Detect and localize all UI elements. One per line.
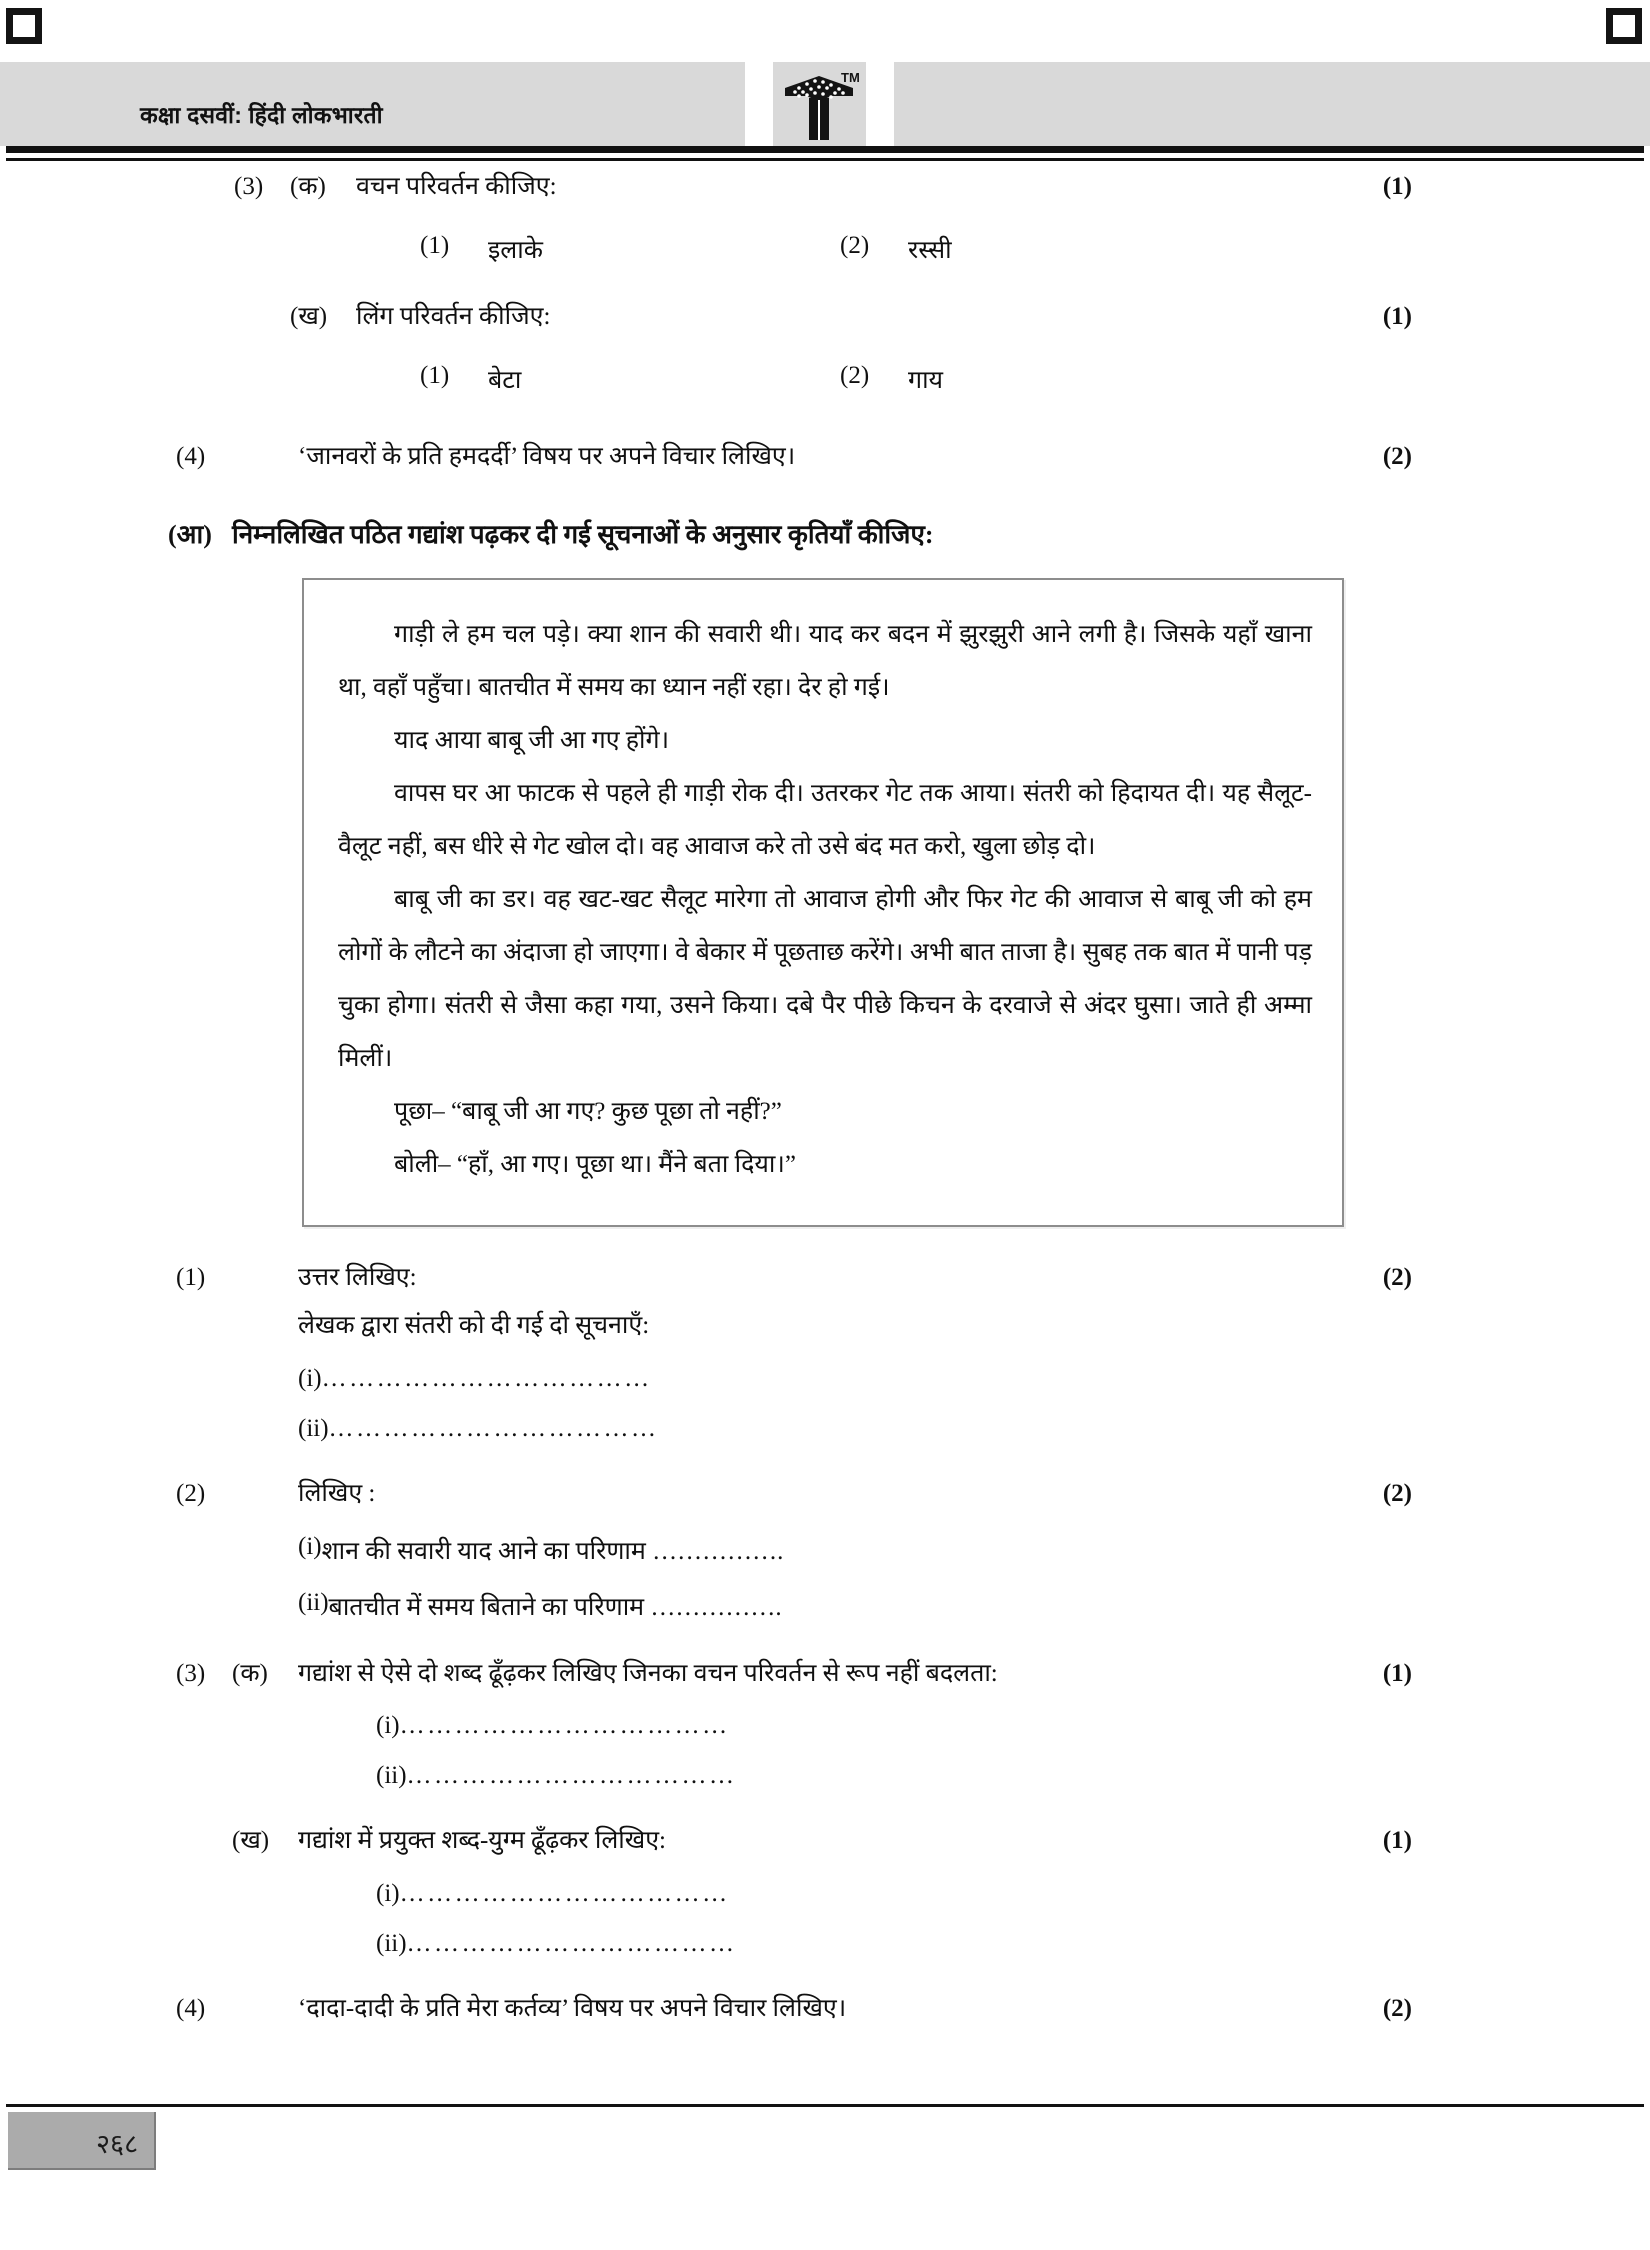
answer-line-number: (i) <box>298 1364 322 1392</box>
publisher-logo-icon <box>775 68 861 142</box>
question-3-kha-text: लिंग परिवर्तन कीजिए: <box>356 302 551 330</box>
crop-mark-top-right <box>1606 8 1642 44</box>
answer-line-number: (ii) <box>298 1414 329 1442</box>
subquestion-4-number: (4) <box>176 1995 206 2023</box>
subquestion-4 <box>0 1992 1650 2026</box>
subquestion-3-part-kha <box>0 1824 1650 1858</box>
subquestion-2 <box>0 1477 1650 1511</box>
footer-rule <box>6 2104 1644 2107</box>
answer-line <box>298 1533 1650 1567</box>
question-4-text: ‘जानवरों के प्रति हमदर्दी’ विषय पर अपने विचार लिखिए। <box>298 442 796 470</box>
logo-tm-text: TM <box>841 70 860 85</box>
section-aa-heading <box>0 517 1650 552</box>
answer-line <box>376 1880 1650 1908</box>
option-number: (2) <box>840 361 870 389</box>
option-word: गाय <box>908 366 944 394</box>
answer-line <box>298 1365 1650 1393</box>
option-word: इलाके <box>488 236 543 264</box>
passage-paragraph: बोली– “हाँ, आ गए। पूछा था। मैंने बता दिया।” <box>394 1151 796 1179</box>
question-4 <box>0 440 1650 474</box>
question-3-kha-options <box>420 362 1650 396</box>
section-aa-label: (आ) <box>168 520 212 550</box>
answer-line-dots[interactable]: ……………………………… <box>399 1712 730 1740</box>
subquestion-3-ka-marks: (1) <box>1382 1659 1412 1687</box>
answer-line <box>298 1415 1650 1443</box>
subquestion-2-marks: (2) <box>1382 1479 1412 1507</box>
answer-line-dots[interactable]: ……………………………… <box>406 1762 737 1790</box>
question-3-part-kha <box>0 300 1650 334</box>
page-title: कक्षा दसवीं: हिंदी लोकभारती <box>140 102 383 128</box>
answer-line-dots[interactable]: ……………………………… <box>321 1364 652 1392</box>
header-logo-gap-right <box>866 62 894 146</box>
question-3-ka-label: (क) <box>290 173 326 200</box>
answer-line-number: (i) <box>298 1532 322 1560</box>
answer-line <box>376 1762 1650 1790</box>
subquestion-3-ka-label: (क) <box>232 1659 268 1687</box>
answer-line <box>376 1930 1650 1958</box>
option-item <box>840 232 1260 266</box>
option-word: बेटा <box>488 366 522 394</box>
answer-line-text[interactable]: बातचीत में समय बिताने का परिणाम ……………. <box>328 1593 782 1621</box>
subquestion-1-prompt-row <box>0 1309 1650 1343</box>
question-3-ka-marks: (1) <box>1382 173 1412 200</box>
subquestion-3-kha-label: (ख) <box>232 1827 270 1855</box>
answer-line-number: (ii) <box>298 1588 329 1616</box>
passage-box-wrapper <box>302 578 1344 1227</box>
answer-line-text[interactable]: शान की सवारी याद आने का परिणाम ……………. <box>321 1537 784 1565</box>
subquestion-2-text: लिखिए : <box>298 1479 376 1507</box>
header-rule-thin <box>6 158 1644 161</box>
answer-line <box>298 1589 1650 1623</box>
subquestion-4-text: ‘दादा-दादी के प्रति मेरा कर्तव्य’ विषय पर अपने विचार लिखिए। <box>298 1995 847 2023</box>
question-3-part-ka <box>0 170 1650 204</box>
option-word: रस्सी <box>908 236 952 264</box>
subquestion-3-ka-text: गद्यांश से ऐसे दो शब्द ढूँढ़कर लिखिए जिनका वचन परिवर्तन से रूप नहीं बदलता: <box>298 1659 998 1687</box>
question-3-ka-text: वचन परिवर्तन कीजिए: <box>356 173 557 200</box>
subquestion-1-text: उत्तर लिखिए: <box>298 1264 417 1292</box>
answer-line-dots[interactable]: ……………………………… <box>399 1880 730 1908</box>
footer-page-number: २६८ <box>96 2129 139 2159</box>
option-item <box>840 362 1260 396</box>
answer-line-number: (i) <box>376 1880 400 1908</box>
answer-line-number: (ii) <box>376 1930 407 1958</box>
header-logo-gap-left <box>745 62 773 146</box>
subquestion-3-kha-marks: (1) <box>1382 1827 1412 1855</box>
subquestion-3-part-ka <box>0 1657 1650 1691</box>
question-3-ka-options <box>420 232 1650 266</box>
question-3-number: (3) <box>234 173 264 200</box>
subquestion-1-prompt: लेखक द्वारा संतरी को दी गई दो सूचनाएँ: <box>298 1312 650 1340</box>
passage-box <box>302 578 1344 1227</box>
subquestion-1-marks: (2) <box>1382 1264 1412 1292</box>
subquestion-4-marks: (2) <box>1382 1995 1412 2023</box>
subquestion-3-number: (3) <box>176 1659 206 1687</box>
answer-line-dots[interactable]: ……………………………… <box>406 1930 737 1958</box>
passage-paragraph: वापस घर आ फाटक से पहले ही गाड़ी रोक दी। उतरकर गेट तक आया। संतरी को हिदायत दी। यह सैलूट-वैलूट नहीं, बस धीरे से गेट खोल दो। वह आवाज करे तो उसे बंद मत करो, खुला छोड़ दो। <box>338 780 1312 861</box>
question-3-kha-label: (ख) <box>290 302 328 330</box>
option-number: (1) <box>420 231 450 259</box>
question-4-marks: (2) <box>1382 442 1412 470</box>
passage-paragraph: याद आया बाबू जी आ गए होंगे। <box>394 727 670 755</box>
passage-paragraph: गाड़ी ले हम चल पड़े। क्या शान की सवारी थी। याद कर बदन में झुरझुरी आने लगी है। जिसके यहाँ खाना था, वहाँ पहुँचा। बातचीत में समय का ध्यान नहीं रहा। देर हो गई। <box>338 621 1312 702</box>
answer-line <box>376 1712 1650 1740</box>
question-3-kha-marks: (1) <box>1382 302 1412 330</box>
passage-paragraph: पूछा– “बाबू जी आ गए? कुछ पूछा तो नहीं?” <box>394 1098 782 1126</box>
subquestion-3-kha-text: गद्यांश में प्रयुक्त शब्द-युग्म ढूँढ़कर लिखिए: <box>298 1827 666 1855</box>
passage-paragraph: बाबू जी का डर। वह खट-खट सैलूट मारेगा तो आवाज होगी और फिर गेट की आवाज से बाबू जी को हम लोगों के लौटने का अंदाजा हो जाएगा। वे बेकार में पूछताछ करेंगे। अभी बात ताजा है। सुबह तक बात में पानी पड़ चुका होगा। संतरी से जैसा कहा गया, उसने किया। दबे पैर पीछे किचन के दरवाजे से अंदर घुसा। जाते ही अम्मा मिलीं। <box>338 886 1312 1073</box>
question-4-number: (4) <box>176 442 206 470</box>
subquestion-1-number: (1) <box>176 1264 206 1292</box>
option-item <box>420 232 840 266</box>
option-item <box>420 362 840 396</box>
subquestion-1 <box>0 1261 1650 1295</box>
subquestion-2-number: (2) <box>176 1479 206 1507</box>
option-number: (2) <box>840 231 870 259</box>
answer-line-number: (i) <box>376 1712 400 1740</box>
option-number: (1) <box>420 361 450 389</box>
header-rule-thick <box>6 146 1644 153</box>
answer-line-number: (ii) <box>376 1762 407 1790</box>
page-content <box>0 170 1650 2026</box>
answer-line-dots[interactable]: ……………………………… <box>328 1414 659 1442</box>
crop-mark-top-left <box>6 8 42 44</box>
section-aa-text: निम्नलिखित पठित गद्यांश पढ़कर दी गई सूचनाओं के अनुसार कृतियाँ कीजिए: <box>232 520 934 550</box>
